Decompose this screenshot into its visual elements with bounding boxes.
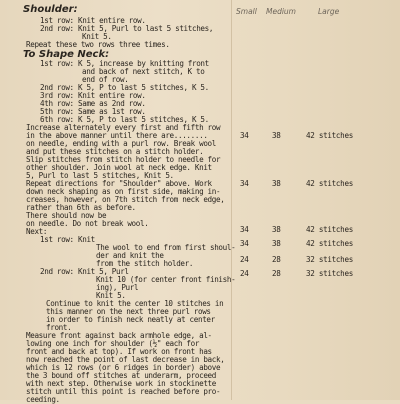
- instruction-line: 6th row: K 5, P to last 5 stitches, K 5.: [40, 115, 209, 124]
- instruction-line: with next step. Otherwise work in stockinette: [26, 379, 216, 388]
- instruction-line: and back of next stitch, K to: [82, 67, 205, 76]
- column-header-small: Small: [236, 7, 257, 16]
- instruction-line: end of row.: [82, 75, 129, 84]
- instruction-line: front and back at top). If work on front has: [26, 347, 212, 356]
- count-small: 24: [240, 255, 249, 264]
- instruction-line: Continue to knit the center 10 stitches in: [46, 299, 224, 308]
- instruction-line: 5, Purl to last 5 stitches, Knit 5.: [26, 171, 174, 180]
- instruction-line: now reached the point of last decrease in back,: [26, 355, 225, 364]
- instruction-line: 1st row: Knit: [40, 235, 95, 244]
- count-small: 34: [240, 179, 249, 188]
- instruction-line: and put these stitches on a stitch holder.: [26, 147, 204, 156]
- instruction-line: 2nd row: Knit 5, Purl to last 5 stitches,: [40, 24, 214, 33]
- count-large: 32 stitches: [306, 255, 353, 264]
- instruction-line: Increase alternately every first and fifth row: [26, 123, 221, 132]
- count-small: 34: [240, 225, 249, 234]
- instruction-line: Measure front against back armhole edge, al-: [26, 331, 212, 340]
- count-medium: 38: [272, 131, 281, 140]
- instruction-line: The wool to end from first shoul-: [96, 243, 236, 252]
- instruction-line: creases, however, on 7th stitch from neck edge,: [26, 195, 225, 204]
- count-small: 34: [240, 131, 249, 140]
- instruction-line: Knit 10 (for center front finish-: [96, 275, 236, 284]
- instruction-line: down neck shaping as on first side, making in-: [26, 187, 221, 196]
- count-large: 42 stitches: [306, 239, 353, 248]
- instruction-line: front.: [46, 323, 72, 332]
- instruction-line: the 3 bound off stitches at underarm, proceed: [26, 371, 216, 380]
- instruction-line: Slip stitches from stitch holder to needle for: [26, 155, 221, 164]
- instruction-line: stitch until this point is reached before pro-: [26, 387, 221, 396]
- instruction-line: 1st row: Knit entire row.: [40, 16, 146, 25]
- instruction-line: in the above manner until there are........: [26, 131, 208, 140]
- count-medium: 28: [272, 255, 281, 264]
- instruction-line: 2nd row: Knit 5, Purl: [40, 267, 129, 276]
- count-medium: 38: [272, 225, 281, 234]
- instruction-line: Repeat these two rows three times.: [26, 40, 170, 49]
- count-small: 34: [240, 239, 249, 248]
- instruction-line: this manner on the next three purl rows: [46, 307, 211, 316]
- instruction-line: 5th row: Same as 1st row.: [40, 107, 146, 116]
- instruction-line: 2nd row: K 5, P to last 5 stitches, K 5.: [40, 83, 209, 92]
- count-large: 42 stitches: [306, 131, 353, 140]
- instruction-line: on needle. Do not break wool.: [26, 219, 149, 228]
- instruction-line: from the stitch holder.: [96, 259, 194, 268]
- instruction-line: Repeat directions for "Shoulder" above. Work: [26, 179, 212, 188]
- count-medium: 38: [272, 179, 281, 188]
- instruction-line: der and knit the: [96, 251, 164, 260]
- instruction-line: other shoulder. Join wool at neck edge. Knit: [26, 163, 212, 172]
- section-title-shape-neck: To Shape Neck:: [23, 49, 110, 60]
- instruction-line: Next:: [26, 227, 48, 236]
- instruction-line: 3rd row: Knit entire row.: [40, 91, 146, 100]
- instruction-line: which is 12 rows (or 6 ridges in border) above: [26, 363, 221, 372]
- instruction-line: 4th row: Same as 2nd row.: [40, 99, 146, 108]
- instruction-line: There should now be: [26, 211, 107, 220]
- instruction-line: rather than 6th as before.: [26, 203, 136, 212]
- count-large: 32 stitches: [306, 269, 353, 278]
- instruction-line: ing), Purl: [96, 283, 139, 292]
- instruction-line: lowing one inch for shoulder (½" each for: [26, 339, 200, 348]
- count-large: 42 stitches: [306, 225, 353, 234]
- column-header-large: Large: [318, 7, 340, 16]
- instruction-line: on needle, ending with a purl row. Break wool: [26, 139, 216, 148]
- column-header-medium: Medium: [266, 7, 296, 16]
- section-title-shoulder: Shoulder:: [23, 4, 78, 15]
- instruction-line: ceeding.: [26, 395, 60, 404]
- instruction-line: Knit 5.: [82, 32, 112, 41]
- count-medium: 38: [272, 239, 281, 248]
- count-medium: 28: [272, 269, 281, 278]
- count-large: 42 stitches: [306, 179, 353, 188]
- page-fold-line: [231, 0, 232, 400]
- count-small: 24: [240, 269, 249, 278]
- instruction-line: Knit 5.: [96, 291, 126, 300]
- instruction-line: 1st row: K 5, increase by knitting front: [40, 59, 209, 68]
- instruction-line: in order to finish neck neatly at center: [46, 315, 215, 324]
